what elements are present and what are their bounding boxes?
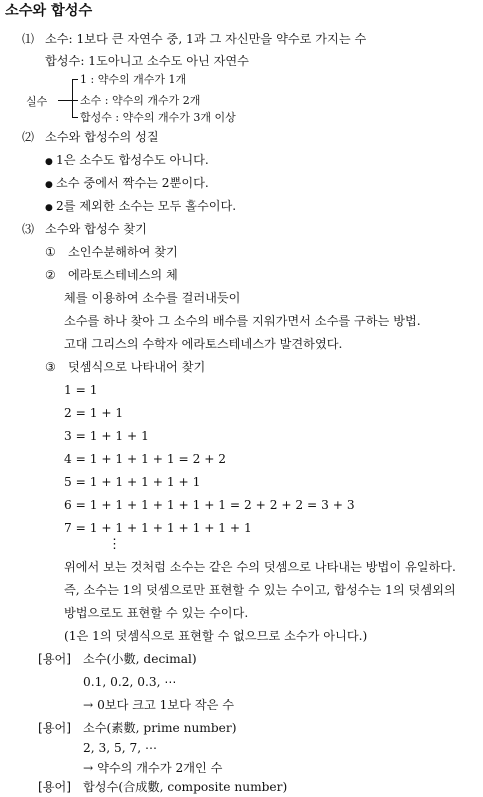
glossary-tag: [용어] (38, 721, 72, 735)
equation-line: 2 = 1 + 1 (64, 406, 124, 420)
composite-definition: 합성수: 1도아니고 소수도 아닌 자연수 (45, 54, 249, 68)
section-3-number: ⑶ (22, 222, 35, 236)
bullet-icon: ● (45, 180, 53, 190)
tree-tick-mid (72, 100, 78, 101)
method-3-number: ③ (45, 360, 56, 374)
glossary-term: 합성수(合成數, composite number) (83, 780, 288, 794)
method-2-number: ② (45, 268, 56, 282)
method-2-title: 에라토스테네스의 체 (68, 268, 178, 282)
method-3-title: 덧셈식으로 나타내어 찾기 (68, 360, 206, 374)
glossary-tag: [용어] (38, 780, 72, 794)
method-1-title: 소인수분해하여 찾기 (68, 245, 178, 259)
section-2-number: ⑵ (22, 130, 35, 144)
tree-item: 1 : 약수의 개수가 1개 (80, 73, 187, 86)
tree-bracket (72, 79, 73, 117)
property-item: 소수 중에서 짝수는 2뿐이다. (56, 176, 209, 190)
explanation-line: 방법으로도 표현할 수 있는 수이다. (64, 606, 249, 620)
glossary-example: 2, 3, 5, 7, ⋯ (83, 741, 158, 755)
glossary-tag: [용어] (38, 652, 72, 666)
tree-item: 합성수 : 약수의 개수가 3개 이상 (80, 111, 236, 124)
tree-item: 소수 : 약수의 개수가 2개 (80, 94, 201, 107)
section-1-number: ⑴ (22, 32, 35, 46)
page-title: 소수와 합성수 (5, 3, 93, 19)
equation-line: 6 = 1 + 1 + 1 + 1 + 1 + 1 = 2 + 2 + 2 = 3 + 3 (64, 498, 355, 512)
prime-definition: 소수: 1보다 큰 자연수 중, 1과 그 자신만을 약수로 가지는 수 (45, 32, 367, 46)
section-2-title: 소수와 합성수의 성질 (45, 130, 159, 144)
method-1-number: ① (45, 245, 56, 259)
tree-tick-bottom (72, 117, 78, 118)
explanation-line: 위에서 보는 것처럼 소수는 같은 수의 덧셈으로 나타내는 방법이 유일하다. (64, 560, 456, 574)
equation-line: 7 = 1 + 1 + 1 + 1 + 1 + 1 + 1 (64, 521, 252, 535)
vertical-ellipsis: ⋮ (108, 537, 121, 552)
bullet-icon: ● (45, 203, 53, 213)
equation-line: 4 = 1 + 1 + 1 + 1 = 2 + 2 (64, 452, 227, 466)
glossary-term: 소수(小數, decimal) (83, 652, 197, 666)
equation-line: 3 = 1 + 1 + 1 (64, 429, 149, 443)
method-2-line: 소수를 하나 찾아 그 소수의 배수를 지워가면서 소수를 구하는 방법. (64, 314, 421, 328)
explanation-note: (1은 1의 덧셈식으로 표현할 수 없으므로 소수가 아니다.) (64, 629, 368, 643)
tree-root: 실수 (26, 95, 48, 108)
equation-line: 5 = 1 + 1 + 1 + 1 + 1 (64, 475, 201, 489)
glossary-term: 소수(素數, prime number) (83, 721, 237, 735)
glossary-meaning: → 0보다 크고 1보다 작은 수 (83, 698, 235, 712)
explanation-line: 즉, 소수는 1의 덧셈으로만 표현할 수 있는 수이고, 합성수는 1의 덧셈외의 (64, 583, 456, 597)
equation-line: 1 = 1 (64, 383, 98, 397)
glossary-example: 0.1, 0.2, 0.3, ⋯ (83, 675, 177, 689)
method-2-line: 체를 이용하여 소수를 걸러내듯이 (64, 291, 241, 305)
tree-stem (58, 100, 72, 101)
bullet-icon: ● (45, 157, 53, 167)
tree-tick-top (72, 79, 78, 80)
property-item: 2를 제외한 소수는 모두 홀수이다. (56, 199, 237, 213)
section-3-title: 소수와 합성수 찾기 (45, 222, 147, 236)
glossary-meaning: → 약수의 개수가 2개인 수 (83, 761, 223, 775)
property-item: 1은 소수도 합성수도 아니다. (56, 153, 209, 167)
method-2-line: 고대 그리스의 수학자 에라토스테네스가 발견하였다. (64, 337, 343, 351)
